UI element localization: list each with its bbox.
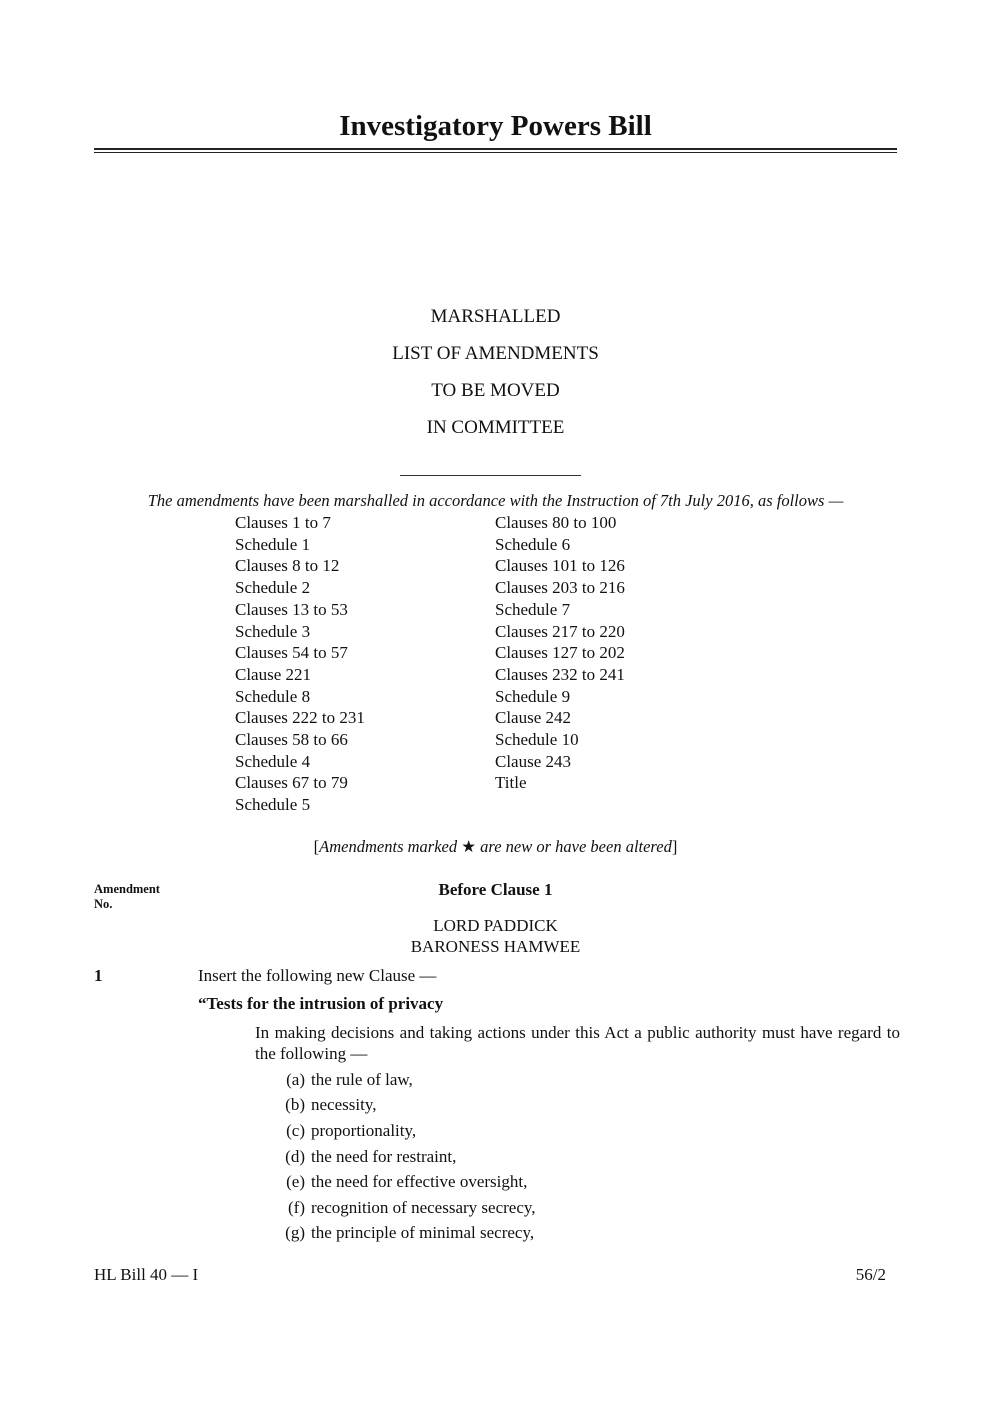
heading-line-2: LIST OF AMENDMENTS — [392, 343, 599, 364]
list-item: (b) necessity, — [285, 1095, 377, 1114]
order-item: Clauses 217 to 220 — [495, 621, 625, 641]
order-item: Schedule 8 — [235, 686, 311, 706]
order-item: Clauses 1 to 7 — [235, 513, 331, 532]
list-item: (d) the need for restraint, — [285, 1147, 457, 1166]
note-close-bracket: ] — [671, 837, 678, 856]
star-icon: ★ — [461, 837, 477, 856]
order-item: Schedule 6 — [495, 534, 571, 554]
amendment-number: 1 — [94, 966, 103, 985]
new-clause-title: “Tests for the intrusion of privacy — [198, 994, 444, 1013]
title-rule-thin — [94, 152, 897, 153]
order-item: Schedule 10 — [495, 730, 579, 750]
sponsor-name: LORD PADDICK — [433, 916, 558, 935]
order-item: Schedule 3 — [235, 621, 311, 641]
order-list-right — [495, 512, 625, 794]
new-clause-text: In making decisions and taking actions under this Act a public authority must have regard to the following — — [255, 1023, 900, 1063]
order-item: Clauses 127 to 202 — [495, 643, 625, 663]
list-item: (f) recognition of necessary secrecy, — [288, 1198, 536, 1217]
heading-line-1: MARSHALLED — [430, 306, 561, 327]
note-open-bracket: [ — [313, 837, 320, 856]
marshalling-intro: The amendments have been marshalled in accordance with the Instruction of 7th July 2016, as follows — — [147, 491, 844, 510]
page-title: Investigatory Powers Bill — [339, 110, 652, 142]
order-item: Schedule 1 — [235, 534, 311, 554]
order-item: Clauses 54 to 57 — [235, 643, 348, 663]
list-item: (a) the rule of law, — [286, 1070, 413, 1089]
order-item: Clauses 80 to 100 — [495, 513, 617, 532]
note-text-before: Amendments marked — [319, 837, 462, 856]
order-item: Clauses 232 to 241 — [495, 664, 625, 684]
order-item: Clause 242 — [495, 708, 572, 728]
title-rule-thick — [94, 148, 897, 150]
order-item: Clause 243 — [495, 751, 572, 771]
order-list-left — [235, 512, 365, 816]
order-item: Clauses 58 to 66 — [235, 730, 348, 750]
list-item: (g) the principle of minimal secrecy, — [285, 1223, 535, 1242]
order-item: Clauses 222 to 231 — [235, 708, 365, 728]
note-text-after: are new or have been altered — [476, 837, 672, 856]
bill-reference: HL Bill 40 — I — [94, 1265, 199, 1284]
order-item: Clauses 8 to 12 — [235, 556, 340, 576]
order-item: Schedule 5 — [235, 795, 311, 815]
order-item: Clauses 13 to 53 — [235, 599, 348, 619]
amendment-number-column-label: Amendment No. — [94, 882, 160, 911]
order-item: Title — [495, 773, 527, 793]
order-item: Schedule 9 — [495, 686, 571, 706]
sponsor-name: BARONESS HAMWEE — [410, 937, 581, 956]
order-item: Clauses 203 to 216 — [495, 578, 625, 598]
order-item: Schedule 4 — [235, 751, 311, 771]
order-item: Clauses 101 to 126 — [495, 556, 625, 576]
amendment-note — [0, 836, 991, 858]
order-item: Clauses 67 to 79 — [235, 773, 348, 793]
order-item: Clause 221 — [235, 664, 312, 684]
list-item: (e) the need for effective oversight, — [286, 1172, 528, 1191]
heading-line-4: IN COMMITTEE — [426, 417, 565, 438]
heading-divider — [400, 475, 581, 476]
list-item: (c) proportionality, — [286, 1121, 417, 1140]
page-reference: 56/2 — [855, 1265, 886, 1284]
order-item: Schedule 2 — [235, 578, 311, 598]
section-heading: Before Clause 1 — [438, 880, 553, 899]
order-item: Schedule 7 — [495, 599, 571, 619]
amendment-instruction: Insert the following new Clause — — [198, 966, 437, 985]
heading-line-3: TO BE MOVED — [431, 380, 560, 401]
